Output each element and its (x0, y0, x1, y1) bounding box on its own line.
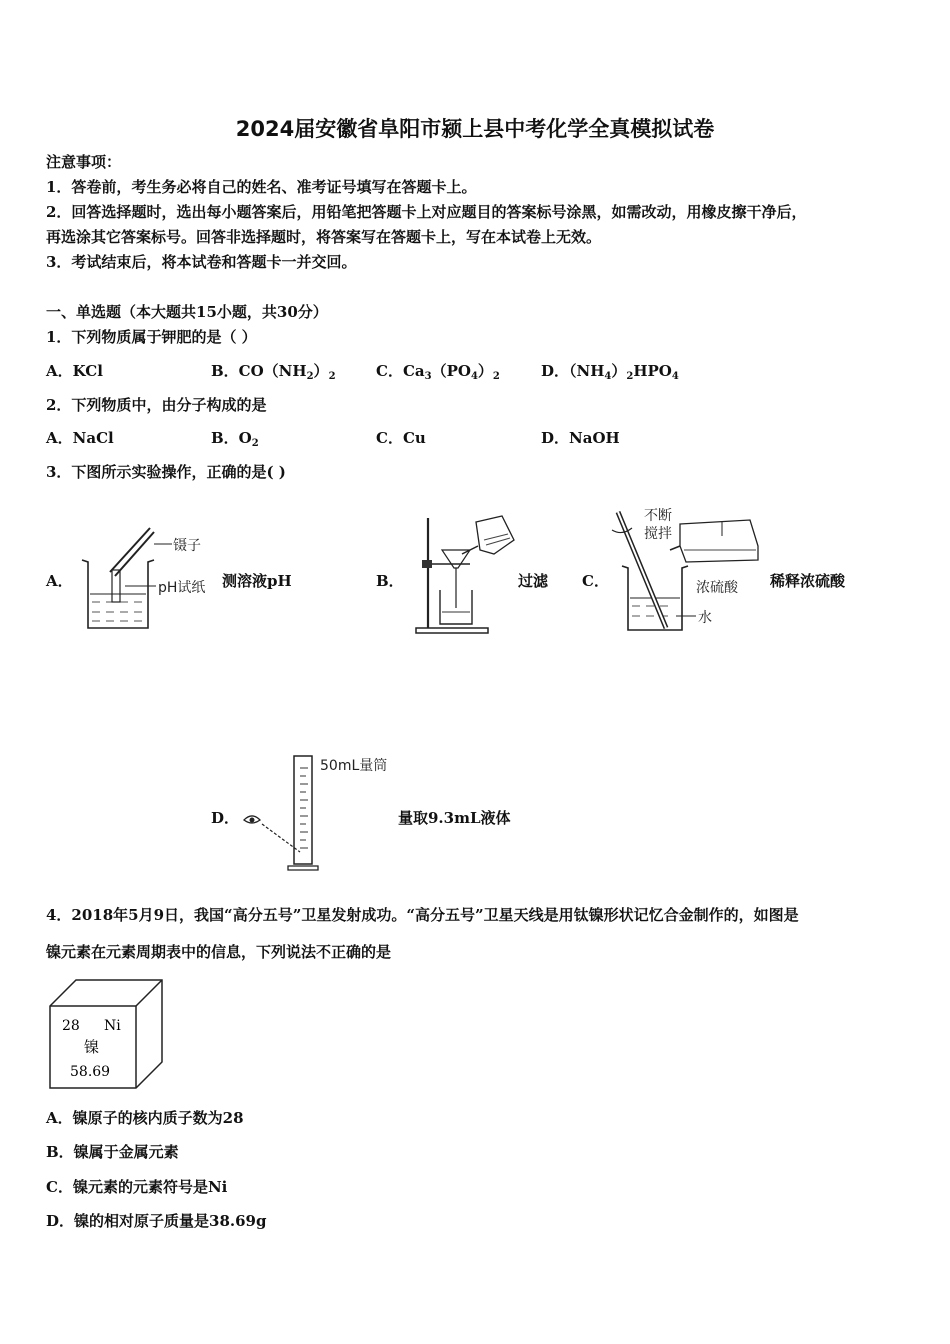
acid-label: 浓硫酸 (696, 580, 738, 596)
element-card-nickel (46, 976, 166, 1091)
notice-item-2-cont: 再选涂其它答案标号。回答非选择题时，将答案写在答题卡上，写在本试卷上无效。 (46, 228, 602, 246)
q4-stem-line1: 4．2018年5月9日，我国“高分五号”卫星发射成功。“高分五号”卫星天线是用钛镍形状记忆合金制作的，如图是 (46, 906, 799, 924)
q4-option-d[interactable]: D．镍的相对原子质量是38.69g (46, 1212, 267, 1230)
q3-option-d-caption: 量取9.3mL液体 (398, 809, 511, 827)
q4-option-c[interactable]: C．镍元素的元素符号是Ni (46, 1178, 228, 1196)
q2-option-b[interactable]: B．$O_2$ (211, 429, 259, 449)
cylinder-label: 50mL量筒 (320, 758, 388, 774)
notice-item-3: 3．考试结束后，将本试卷和答题卡一并交回。 (46, 253, 357, 271)
ph-paper-label: pH试纸 (158, 580, 206, 596)
q1-option-d[interactable]: D．$(NH_4)_2HPO_4$ (541, 362, 679, 382)
q3-option-a-letter[interactable]: A． (46, 572, 73, 590)
ph-test-diagram (70, 520, 220, 635)
q2-option-d[interactable]: D．NaOH (541, 429, 620, 447)
q3-option-b-caption: 过滤 (518, 572, 549, 590)
q4-option-a[interactable]: A．镍原子的核内质子数为28 (46, 1109, 244, 1127)
filtration-diagram (410, 512, 520, 637)
notice-item-2: 2．回答选择题时，选出每小题答案后，用铅笔把答题卡上对应题目的答案标号涂黑，如需改动，用橡皮擦干净后， (46, 203, 807, 221)
q2-option-a[interactable]: A．NaCl (46, 429, 114, 447)
q3-option-c-letter[interactable]: C． (582, 572, 609, 590)
q2-stem: 2．下列物质中，由分子构成的是 (46, 396, 267, 414)
q3-option-d-letter[interactable]: D． (211, 809, 240, 827)
element-symbol: Ni (104, 1018, 121, 1034)
q1-option-c[interactable]: C．$Ca_3(PO_4)_2$ (376, 362, 500, 382)
q1-option-a[interactable]: A．KCl (46, 362, 103, 380)
q3-option-b-letter[interactable]: B． (376, 572, 404, 590)
dilution-diagram (610, 506, 770, 636)
q3-option-a-caption: 测溶液pH (222, 572, 292, 590)
water-label: 水 (698, 610, 712, 626)
element-name: 镍 (84, 1038, 100, 1056)
atomic-number: 28 (62, 1018, 80, 1034)
q1-option-b[interactable]: B．$CO(NH_2)_2$ (211, 362, 336, 382)
notice-heading: 注意事项： (46, 153, 122, 171)
q4-stem-line2: 镍元素在元素周期表中的信息，下列说法不正确的是 (46, 943, 392, 961)
notice-item-1: 1．答卷前，考生务必将自己的姓名、准考证号填写在答题卡上。 (46, 178, 477, 196)
q4-option-b[interactable]: B．镍属于金属元素 (46, 1143, 179, 1161)
cylinder-diagram (236, 748, 396, 873)
stir-label-2: 搅拌 (644, 526, 672, 542)
q3-stem: 3．下图所示实验操作，正确的是( ) (46, 463, 286, 481)
q3-option-c-caption: 稀释浓硫酸 (770, 572, 846, 590)
q1-stem: 1．下列物质属于钾肥的是（ ） (46, 328, 257, 346)
q2-option-c[interactable]: C．Cu (376, 429, 426, 447)
section-heading: 一、单选题（本大题共15小题，共30分） (46, 303, 328, 321)
atomic-mass: 58.69 (70, 1064, 111, 1080)
stir-label-1: 不断 (644, 508, 672, 524)
tweezers-label: 镊子 (173, 538, 201, 554)
page-title: 2024届安徽省阜阳市颍上县中考化学全真模拟试卷 (235, 117, 715, 141)
